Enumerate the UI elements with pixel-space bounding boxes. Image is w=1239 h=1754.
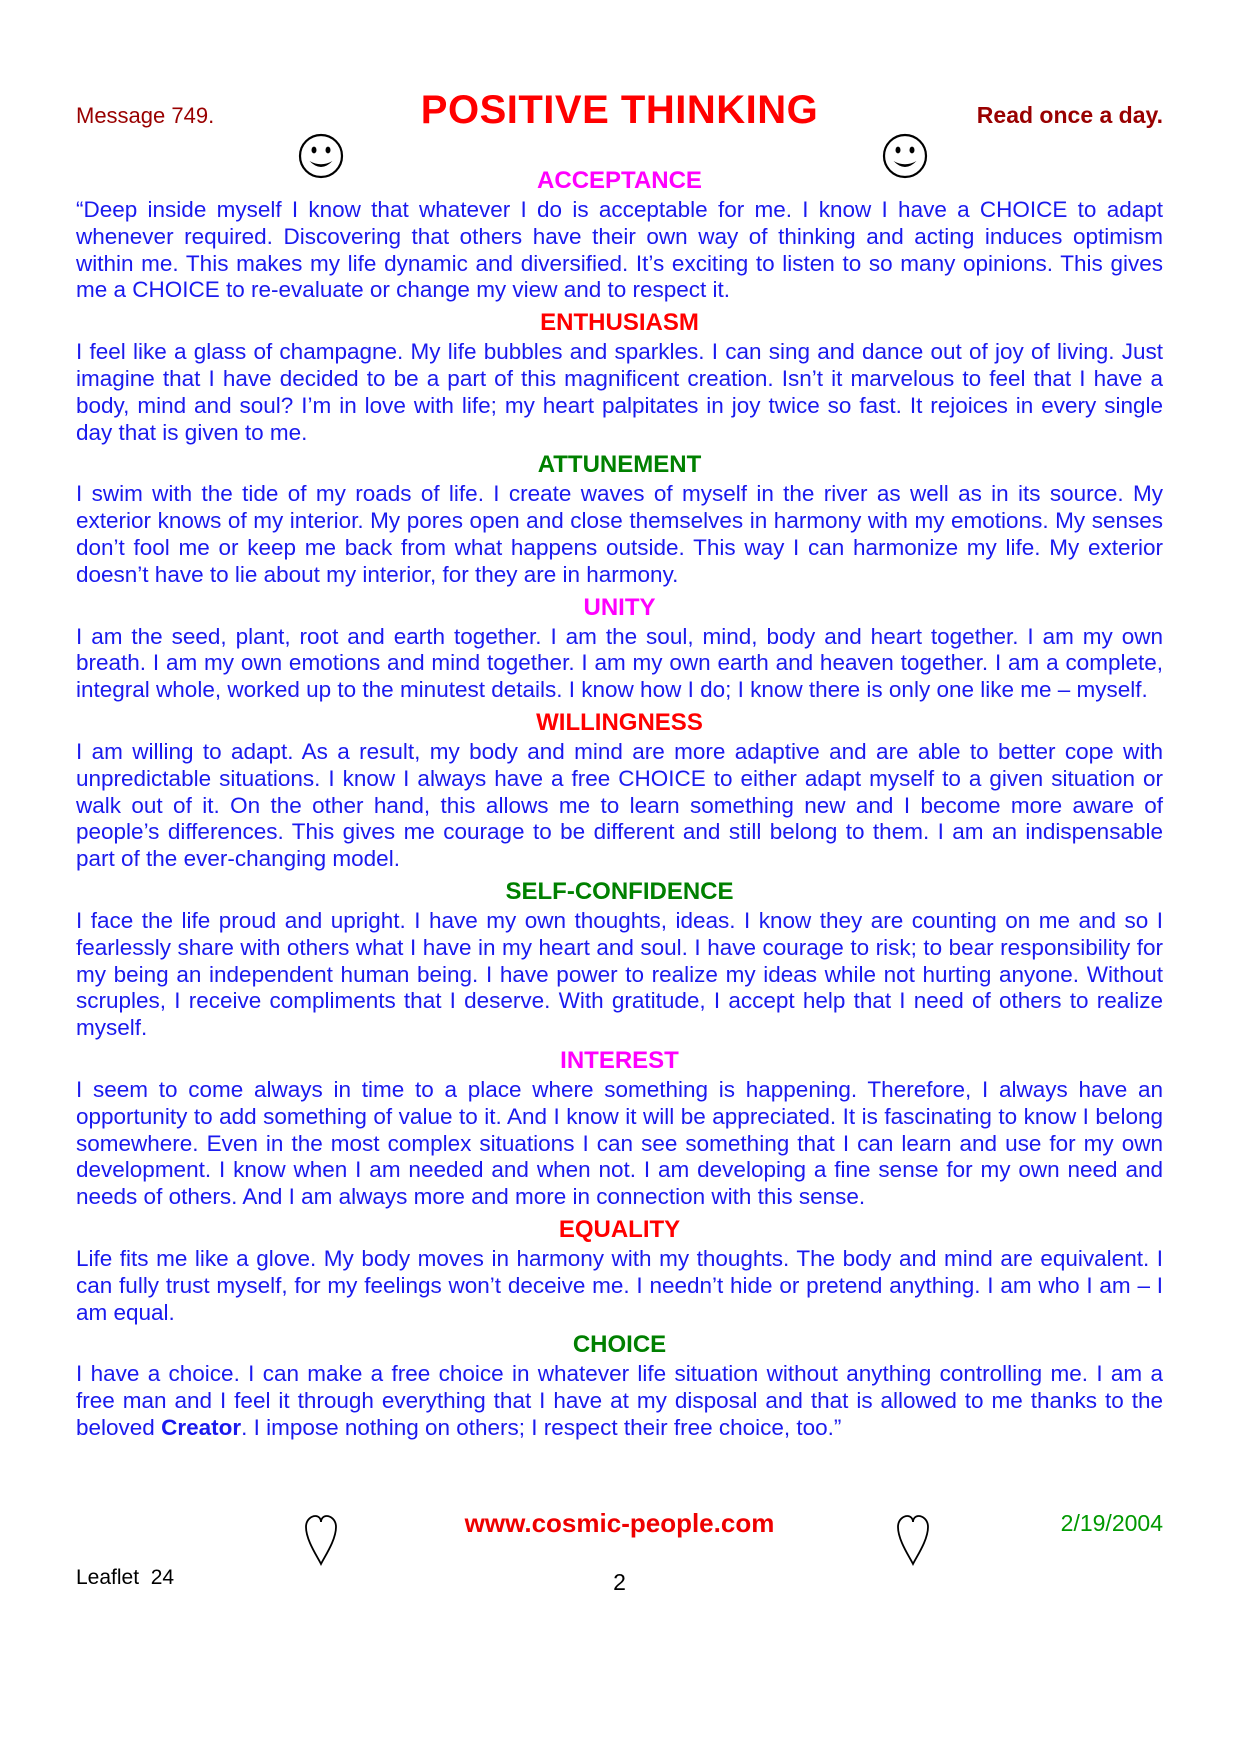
choice-text-before: I have a choice. I can make a free choice in whatever life situation without anything controlling me. I am a free man and I feel it through everything that I have at my disposal and that is allowed to me thanks to the beloved [76,1361,1163,1440]
section-paragraph [76,1361,1163,1441]
section-heading: INTEREST [560,1046,679,1074]
leaflet-number-label: Leaflet 24 [76,1565,175,1589]
heart-outline-icon [896,1514,930,1566]
section-heading: WILLINGNESS [536,708,703,736]
section-heading: UNITY [583,593,656,621]
section-equality [76,1216,1163,1326]
choice-text-after: . I impose nothing on others; I respect their free choice, too.” [241,1414,842,1440]
section-self-confidence [76,878,1163,1042]
message-number-label: Message 749. [76,103,215,128]
section-heading: CHOICE [572,1331,667,1359]
section-paragraph: I seem to come always in time to a place where something is happening. Therefore, I always have an opportunity to add something of value to it. And I know it will be appreciated. It is fascinating to know I belong somewhere. Even in the most complex situations I can see something that I can learn and use for my own development. I know when I am needed and when not. I am developing a fine sense for my own need and needs of others. And I am always more and more in connection with this sense. [76,1076,1163,1210]
section-choice [76,1331,1163,1441]
section-paragraph: “Deep inside myself I know that whatever I do is acceptable for me. I know I have a CHOICE to adapt whenever required. Discovering that others have their own way of thinking and acting induces optimism within me. This makes my life dynamic and diversified. It’s exciting to listen to so many opinions. This gives me a CHOICE to re-evaluate or change my view and to respect it. [76,197,1163,303]
section-interest [76,1047,1163,1211]
page-title: POSITIVE THINKING [420,88,819,132]
smiley-face-icon [297,132,345,180]
section-enthusiasm [76,309,1163,446]
section-willingness [76,709,1163,873]
page-number: 2 [613,1568,626,1595]
section-paragraph: Life fits me like a glove. My body moves in harmony with my thoughts. The body and mind are equivalent. I can fully trust myself, for my feelings won’t deceive me. I needn’t hide or pretend anything. I am who I am – I am equal. [76,1245,1163,1325]
section-heading: ACCEPTANCE [537,167,702,194]
section-heading: SELF-CONFIDENCE [505,877,734,905]
section-attunement [76,451,1163,588]
section-paragraph: I face the life proud and upright. I have my own thoughts, ideas. I know they are counting on me and so I fearlessly share with others what I have in my heart and soul. I have courage to risk; to bear responsibility for my being an independent human being. I have power to realize my ideas while not hurting anyone. Without scruples, I receive compliments that I deserve. With gratitude, I accept help that I need of others to realize myself. [76,907,1163,1041]
section-heading: ATTUNEMENT [537,451,702,479]
section-paragraph: I feel like a glass of champagne. My life bubbles and sparkles. I can sing and dance out of joy of living. Just imagine that I have decided to be a part of this magnificent creation. Isn’t it marvelous to feel that I have a body, mind and soul? I’m in love with life; my heart palpitates in joy twice so fast. It rejoices in every single day that is given to me. [76,339,1163,445]
read-once-label: Read once a day. [976,102,1163,128]
smiley-face-icon [881,132,929,180]
creator-bold-word: Creator [161,1414,242,1440]
page-header [76,88,1163,133]
section-acceptance [76,167,1163,304]
section-paragraph: I swim with the tide of my roads of life. I create waves of myself in the river as well as in its source. My exterior knows of my interior. My pores open and close themselves in harmony with my emotions. My senses don’t fool me or keep me back from what happens outside. This way I can harmonize my life. My exterior doesn’t have to lie about my interior, for they are in harmony. [76,481,1163,587]
section-paragraph: I am the seed, plant, root and earth together. I am the soul, mind, body and heart together. I am my own breath. I am my own emotions and mind together. I am my own earth and heaven together. I am a complete, integral whole, worked up to the minutest details. I know how I do; I know there is only one like me – myself. [76,623,1163,703]
website-url: www.cosmic-people.com [464,1507,775,1538]
sections-container [76,167,1163,1442]
section-paragraph: I am willing to adapt. As a result, my body and mind are more adaptive and are able to better cope with unpredictable situations. I know I always have a free CHOICE to either adapt myself to a given situation or walk out of it. On the other hand, this allows me to learn something new and I become more aware of people’s differences. This gives me courage to be different and still belong to them. I am an indispensable part of the ever-changing model. [76,738,1163,872]
section-unity [76,594,1163,704]
section-heading: EQUALITY [558,1215,681,1243]
section-heading: ENTHUSIASM [540,309,699,337]
date-label: 2/19/2004 [1060,1509,1163,1536]
page-footer [76,1508,1163,1628]
heart-outline-icon [304,1514,338,1566]
